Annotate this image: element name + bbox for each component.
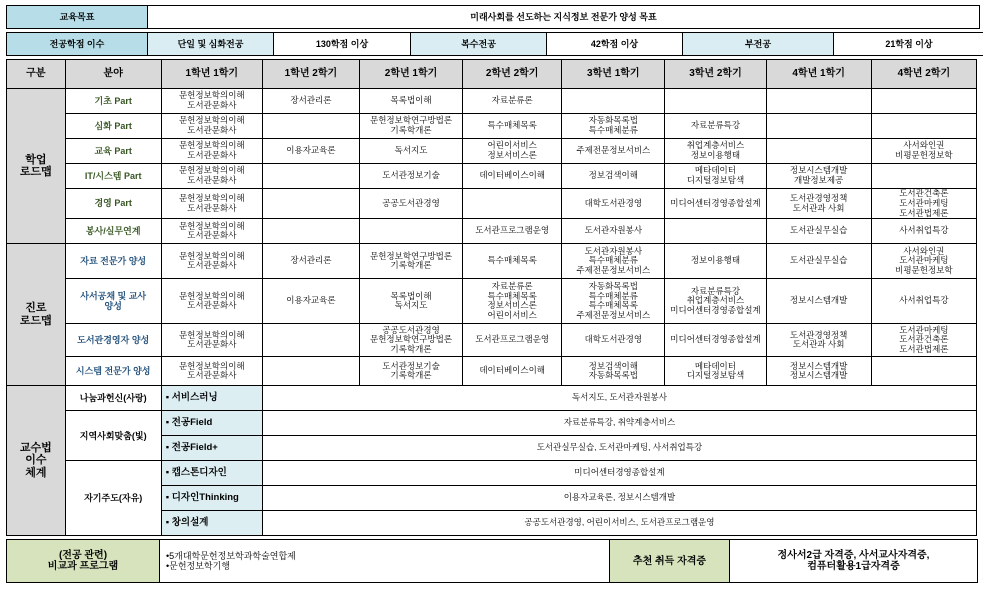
tag-marker: ▪ xyxy=(165,391,172,403)
course-cell: 정보시스템개발 xyxy=(766,279,871,324)
course-cell: 도서관자원봉사 xyxy=(562,219,665,244)
teaching-tag xyxy=(161,436,262,461)
course-cell: 사서와인권 도서관마케팅 비평문헌정보학 xyxy=(871,244,976,279)
course-cell: 도서관정보기술 xyxy=(359,164,462,189)
area-label: 기초 Part xyxy=(65,89,161,114)
course-cell: 문헌정보학의이해 도서관문화사 xyxy=(161,357,262,386)
table-row xyxy=(7,357,977,386)
course-cell: 자료분류론 특수매체목록 정보서비스론 어린이서비스 xyxy=(463,279,562,324)
credit-row xyxy=(7,33,983,56)
course-cell: 정보시스템개발 정보시스템개발 xyxy=(766,357,871,386)
tag-marker: ▪ xyxy=(165,416,172,428)
section-label-0: 학업 로드맵 xyxy=(7,89,66,244)
col-header-1: 분야 xyxy=(65,60,161,89)
goal-label: 교육목표 xyxy=(7,6,148,29)
course-cell: 장서관리론 xyxy=(262,244,359,279)
area-label: 도서관경영자 양성 xyxy=(65,324,161,357)
course-cell xyxy=(359,219,462,244)
course-cell xyxy=(766,114,871,139)
course-cell: 도서관실무실습 xyxy=(766,219,871,244)
course-cell: 미디어센터경영종합설계 xyxy=(665,324,766,357)
credit-value-1: 42학점 이상 xyxy=(547,33,683,56)
roadmap-table xyxy=(6,59,977,536)
area-label: 자료 전문가 양성 xyxy=(65,244,161,279)
table-row xyxy=(7,279,977,324)
credit-name-2: 부전공 xyxy=(683,33,834,56)
course-cell xyxy=(463,189,562,219)
course-cell xyxy=(262,189,359,219)
table-row xyxy=(7,219,977,244)
course-cell: 어린이서비스 정보서비스론 xyxy=(463,139,562,164)
course-cell: 문헌정보학연구방법론 기록학개론 xyxy=(359,244,462,279)
course-cell: 정보검색이해 자동화목록법 xyxy=(562,357,665,386)
course-cell: 도서관프로그램운영 xyxy=(463,219,562,244)
table-row xyxy=(7,164,977,189)
course-cell xyxy=(766,139,871,164)
tag-label: 디자인Thinking xyxy=(171,491,239,503)
tag-marker: ▪ xyxy=(165,491,172,503)
col-header-8: 4학년 1학기 xyxy=(766,60,871,89)
credit-value-0: 130학점 이상 xyxy=(274,33,411,56)
tag-label: 서비스러닝 xyxy=(171,391,218,403)
course-cell: 자동화목록법 특수매체분류 특수매체목록 주제전문정보서비스 xyxy=(562,279,665,324)
table-row xyxy=(7,189,977,219)
course-cell: 도서관프로그램운영 xyxy=(463,324,562,357)
goal-row xyxy=(7,6,980,29)
table-row xyxy=(7,411,977,436)
header-goal-table xyxy=(6,5,980,29)
header-credit-table xyxy=(6,32,983,56)
teaching-group: 나눔과헌신(사랑) xyxy=(65,386,161,411)
course-cell: 대학도서관경영 xyxy=(562,324,665,357)
teaching-tag xyxy=(161,411,262,436)
course-cell: 정보시스템개발 개발정보제공 xyxy=(766,164,871,189)
teaching-tag xyxy=(161,461,262,486)
course-cell: 메타데이터 디지털정보탐색 xyxy=(665,164,766,189)
course-cell: 공공도서관경영 xyxy=(359,189,462,219)
course-cell: 자료분류특강 xyxy=(665,114,766,139)
table-row xyxy=(7,324,977,357)
col-header-4: 2학년 1학기 xyxy=(359,60,462,89)
table-row xyxy=(7,244,977,279)
cert-text-2: 컴퓨터활용1급자격증 xyxy=(807,561,900,573)
goal-text: 미래사회를 선도하는 지식정보 전문가 양성 목표 xyxy=(148,6,980,29)
course-cell: 목록법이해 독서지도 xyxy=(359,279,462,324)
area-label: IT/시스템 Part xyxy=(65,164,161,189)
col-header-0: 구분 xyxy=(7,60,66,89)
area-label: 봉사/실무연계 xyxy=(65,219,161,244)
credit-label: 전공학점 이수 xyxy=(7,33,148,56)
course-cell xyxy=(871,164,976,189)
course-cell: 데이터베이스이해 xyxy=(463,164,562,189)
course-cell: 도서관마케팅 도서관건축론 도서관법제론 xyxy=(871,324,976,357)
course-cell: 도서관경영정책 도서관과 사회 xyxy=(766,324,871,357)
teaching-tag xyxy=(161,511,262,536)
course-cell: 문헌정보학연구방법론 기록학개론 xyxy=(359,114,462,139)
col-header-6: 3학년 1학기 xyxy=(562,60,665,89)
course-cell: 문헌정보학의이해 도서관문화사 xyxy=(161,324,262,357)
course-cell: 도서관실무실습 xyxy=(766,244,871,279)
cert-text-1: 정사서2급 자격증, 사서교사자격증, xyxy=(777,549,930,561)
teaching-section-label: 교수법 이수 체계 xyxy=(7,386,66,536)
course-cell: 미디어센터경영종합설계 xyxy=(665,189,766,219)
table-row xyxy=(7,89,977,114)
course-cell xyxy=(665,219,766,244)
credit-name-1: 복수전공 xyxy=(411,33,547,56)
course-cell xyxy=(665,89,766,114)
table-header-row xyxy=(7,60,977,89)
course-cell xyxy=(562,89,665,114)
course-cell xyxy=(871,89,976,114)
footer-left-title-2: 비교과 프로그램 xyxy=(47,561,119,573)
credit-name-0: 단일 및 심화전공 xyxy=(148,33,274,56)
course-cell: 문헌정보학의이해 도서관문화사 xyxy=(161,219,262,244)
course-cell: 취업계층서비스 정보이용행태 xyxy=(665,139,766,164)
course-cell: 자동화목록법 특수매체분류 xyxy=(562,114,665,139)
course-cell: 특수매체목록 xyxy=(463,114,562,139)
course-cell xyxy=(262,164,359,189)
course-cell: 특수매체목록 xyxy=(463,244,562,279)
cert-text xyxy=(730,540,978,583)
course-cell xyxy=(262,357,359,386)
course-cell xyxy=(871,114,976,139)
course-cell: 공공도서관경영 문헌정보학연구방법론 기록학개론 xyxy=(359,324,462,357)
table-row xyxy=(7,461,977,486)
area-label: 교육 Part xyxy=(65,139,161,164)
course-cell xyxy=(766,89,871,114)
teaching-content: 미디어센터경영종합설계 xyxy=(262,461,976,486)
col-header-2: 1학년 1학기 xyxy=(161,60,262,89)
course-cell: 문헌정보학의이해 도서관문화사 xyxy=(161,164,262,189)
tag-label: 전공Field+ xyxy=(171,441,218,453)
teaching-content: 자료분류특강, 취약계층서비스 xyxy=(262,411,976,436)
tag-marker: ▪ xyxy=(165,516,172,528)
course-cell: 문헌정보학의이해 도서관문화사 xyxy=(161,139,262,164)
teaching-content: 이용자교육론, 정보시스템개발 xyxy=(262,486,976,511)
teaching-group: 지역사회맞춤(빛) xyxy=(65,411,161,461)
course-cell xyxy=(262,219,359,244)
table-row xyxy=(7,139,977,164)
credit-value-2: 21학점 이상 xyxy=(834,33,983,56)
course-cell: 문헌정보학의이해 도서관문화사 xyxy=(161,279,262,324)
course-cell: 사서취업특강 xyxy=(871,219,976,244)
footer-left-items xyxy=(160,540,610,583)
course-cell: 장서관리론 xyxy=(262,89,359,114)
tag-label: 창의설계 xyxy=(171,516,209,528)
course-cell: 정보이용행태 xyxy=(665,244,766,279)
teaching-content: 공공도서관경영, 어린이서비스, 도서관프로그램운영 xyxy=(262,511,976,536)
teaching-tag xyxy=(161,486,262,511)
course-cell: 사서취업특강 xyxy=(871,279,976,324)
course-cell: 자료분류특강 취업계층서비스 미디어센터경영종합설계 xyxy=(665,279,766,324)
course-cell xyxy=(871,357,976,386)
footer-table xyxy=(6,539,978,583)
col-header-5: 2학년 2학기 xyxy=(463,60,562,89)
course-cell xyxy=(262,324,359,357)
course-cell: 도서관경영정책 도서관과 사회 xyxy=(766,189,871,219)
tag-marker: ▪ xyxy=(165,441,172,453)
course-cell: 도서관건축론 도서관마케팅 도서관법제론 xyxy=(871,189,976,219)
tag-label: 캡스톤디자인 xyxy=(171,466,227,478)
course-cell xyxy=(262,114,359,139)
course-cell: 도서관자원봉사 특수매체분류 주제전문정보서비스 xyxy=(562,244,665,279)
tag-marker: ▪ xyxy=(165,466,172,478)
footer-left-title-1: (전공 관련) xyxy=(58,549,108,561)
section-label-1: 진로 로드맵 xyxy=(7,244,66,386)
course-cell: 메타데이터 디지털정보탐색 xyxy=(665,357,766,386)
cert-label: 추천 취득 자격증 xyxy=(610,540,730,583)
course-cell: 문헌정보학의이해 도서관문화사 xyxy=(161,189,262,219)
area-label: 경영 Part xyxy=(65,189,161,219)
footer-left-title xyxy=(7,540,160,583)
course-cell: 목록법이해 xyxy=(359,89,462,114)
area-label: 시스템 전문가 양성 xyxy=(65,357,161,386)
course-cell: 주제전문정보서비스 xyxy=(562,139,665,164)
teaching-group: 자기주도(자유) xyxy=(65,461,161,536)
table-row xyxy=(7,114,977,139)
teaching-content: 독서지도, 도서관자원봉사 xyxy=(262,386,976,411)
teaching-content: 도서관실무실습, 도서관마케팅, 사서취업특강 xyxy=(262,436,976,461)
area-label: 심화 Part xyxy=(65,114,161,139)
course-cell: 독서지도 xyxy=(359,139,462,164)
course-cell: 문헌정보학의이해 도서관문화사 xyxy=(161,89,262,114)
footer-item: •문헌정보학기행 xyxy=(166,561,231,572)
table-row xyxy=(7,386,977,411)
teaching-tag xyxy=(161,386,262,411)
footer-row xyxy=(7,540,978,583)
area-label: 사서공채 및 교사 양성 xyxy=(65,279,161,324)
course-cell: 정보검색이해 xyxy=(562,164,665,189)
col-header-3: 1학년 2학기 xyxy=(262,60,359,89)
footer-item: •5개대학문헌정보학과학술연합제 xyxy=(166,550,296,561)
course-cell: 이용자교육론 xyxy=(262,139,359,164)
course-cell: 데이터베이스이해 xyxy=(463,357,562,386)
course-cell: 자료분류론 xyxy=(463,89,562,114)
course-cell: 이용자교육론 xyxy=(262,279,359,324)
col-header-7: 3학년 2학기 xyxy=(665,60,766,89)
course-cell: 대학도서관경영 xyxy=(562,189,665,219)
course-cell: 도서관정보기술 기록학개론 xyxy=(359,357,462,386)
course-cell: 사서와인권 비평문헌정보학 xyxy=(871,139,976,164)
tag-label: 전공Field xyxy=(171,416,213,428)
course-cell: 문헌정보학의이해 도서관문화사 xyxy=(161,244,262,279)
col-header-9: 4학년 2학기 xyxy=(871,60,976,89)
course-cell: 문헌정보학의이해 도서관문화사 xyxy=(161,114,262,139)
